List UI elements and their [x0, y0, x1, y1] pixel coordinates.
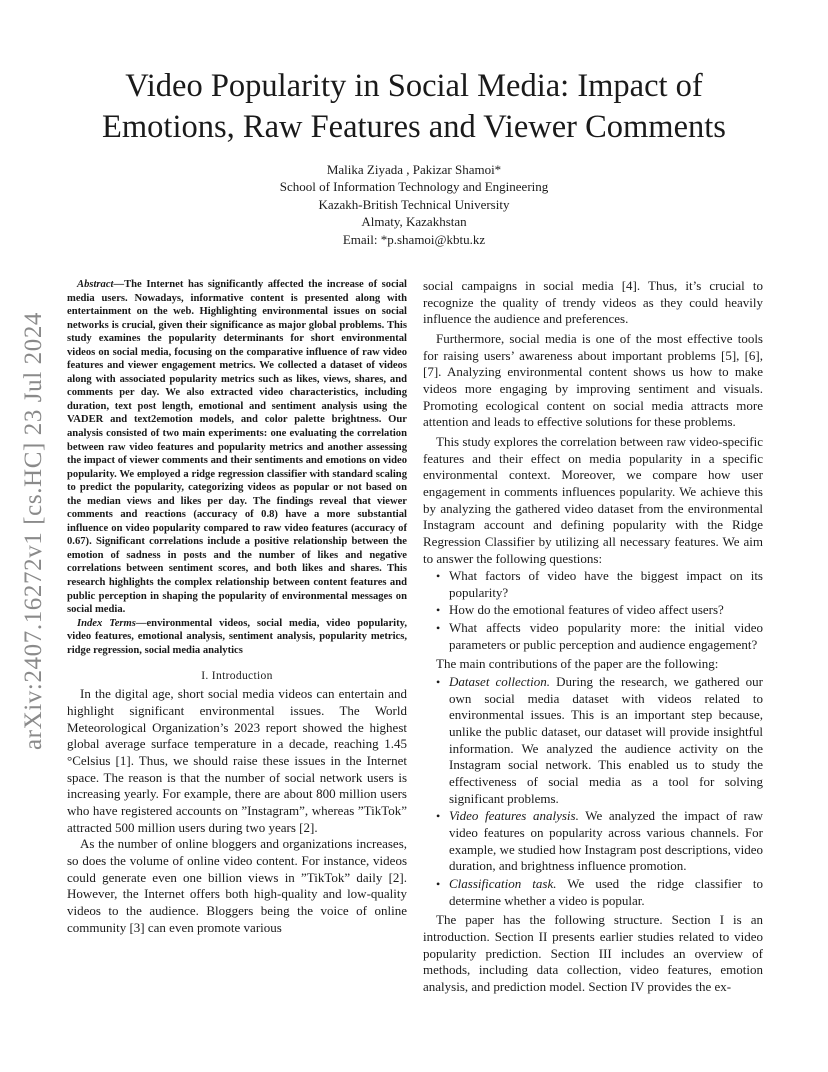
right-p1-text-b: . Thus, it’s crucial to recognize the quality of trendy videos as they could heavily influence the audience and preferences. [423, 278, 763, 327]
intro-paragraph-1 [67, 686, 407, 836]
research-questions-list [423, 568, 763, 653]
contribution-text: During the research, we gathered our own social media dataset with videos related to environmental issues. This is an important step because, unlike the public dataset, our dataset will provide insightful information. We analyzed the audience activity on the Instagram social network. This enabled us to study the effectiveness of social media as a tool for solving significant problems. [449, 674, 763, 806]
left-column [67, 278, 407, 936]
citation-link[interactable]: [4] [621, 278, 637, 293]
right-p2-text-a: Furthermore, social media is one of the most effective tools for raising users’ awareness about important problems [423, 330, 763, 363]
index-terms-lead: Index Terms [77, 617, 136, 629]
citation-separator: , [736, 347, 745, 363]
contributions-intro: The main contributions of the paper are the following: [436, 656, 719, 672]
abstract-text: —The Internet has significantly affected the increase of social media users. Nowadays, informative content is presented along with entertainment on the web. Highlighting environmental issues on social networks is crucial, given their significance as major global problems. This study examines the popularity determinants for short environmental videos on social media, focusing on the comparative influence of raw video features and viewer engagement metrics. We collected a dataset of videos along with associated popularity metrics such as likes, views, shares, and comments per day. We also extracted video characteristics, including duration, text post length, emotional and sentiment analysis using the VADER and text2emotion models, and color palette brightness. Our analysis consisted of two main experiments: one evaluating the correlation between raw video features and popularity metrics and another assessing the impact of viewer comments and their sentiments and emotions on video popularity. We employed a ridge regression classifier with standard scaling to predict the popularity, categorizing videos as popular or not based on the median views and likes per day. The findings reveal that viewer comments and reactions (accuracy of 0.8) have a more substantial influence on video popularity compared to raw video features (accuracy of 0.67). Significant correlations include a positive relationship between the emotion of sadness in posts and the number of likes and negative correlations between sentiment scores, and both likes and shares. This research highlights the complex relationship between content features and public perception in shaping the popularity of environmental messages on social media. [67, 279, 407, 616]
affiliation-city: Almaty, Kazakhstan [361, 214, 467, 230]
intro-p2-text-b: . However, the Internet offers both high-quality and low-quality videos to the audience. Bloggers being the voice of online community [67, 869, 407, 935]
right-p2-text-b: . Analyzing environmental content shows us how to make videos more engaging by improving sentiment and visuals. Promoting ecological content on social media attracts more attention and leads to effective solutions for these problems. [423, 364, 763, 430]
list-item [449, 808, 763, 875]
list-item: • What factors of video have the biggest impact on its popularity? [449, 568, 763, 601]
title-line-2: Emotions, Raw Features and Viewer Comments [102, 109, 726, 145]
title-line-1: Video Popularity in Social Media: Impact of [125, 68, 703, 104]
citation-separator: , [759, 347, 763, 363]
intro-p1-text-c: . [314, 819, 318, 835]
arxiv-id: arXiv:2407.16272v1 [cs.HC] 23 Jul 2024 [20, 311, 47, 751]
right-column [423, 278, 763, 996]
citation-link[interactable]: [2] [299, 819, 315, 835]
author-block [100, 161, 728, 248]
list-item [449, 674, 763, 807]
right-paragraph-3: This study explores the correlation between raw video-specific features and their effect on media popularity in a specific environmental context. Moreover, we compare how user engagement in comments influences popularity. We achieve this by analyzing the gathered video dataset from the environmental Instagram account and defining popularity with the Ridge Regression Classifier by utilizing all necessary features. We aim to answer the following questions: [423, 433, 763, 566]
citation-link[interactable]: [3] [129, 919, 145, 935]
affiliation-university: Kazakh-British Technical University [318, 196, 510, 212]
author-email: Email: *p.shamoi@kbtu.kz [342, 231, 486, 247]
structure-paragraph: The paper has the following structure. Section I is an introduction. Section II presents earlier studies related to video popularity prediction. Section III includes an overview of methods, including data collection, video features, emotion analysis, and prediction model. Section IV provides the ex- [423, 912, 763, 994]
right-paragraph-2 [423, 331, 763, 431]
contribution-title: Classification task. [449, 875, 557, 891]
citation-link[interactable]: [7] [423, 364, 439, 380]
contributions-list [423, 674, 763, 909]
right-paragraph-1 [423, 278, 763, 328]
intro-p2-text-a: As the number of online bloggers and organizations increases, so does the volume of online video content. For instance, videos could generate even one billion views in ”TikTok” daily [67, 836, 407, 885]
citation-link[interactable]: [5] [720, 347, 737, 363]
affiliation-school: School of Information Technology and Engineering [279, 179, 549, 195]
section-heading-introduction: I. Introduction [201, 669, 273, 683]
arxiv-sidebar-stamp [14, 296, 54, 766]
contribution-title: Video features analysis. [449, 808, 579, 824]
contribution-title: Dataset collection. [449, 674, 551, 690]
citation-link[interactable]: [2] [388, 869, 404, 885]
index-terms-text: —environmental videos, social media, video popularity, video features, emotional analysis, sentiment analysis, popularity metrics, ridge regression, social media analytics [67, 617, 407, 656]
abstract [67, 278, 407, 617]
citation-link[interactable]: [6] [744, 347, 760, 363]
intro-p1-text-a: In the digital age, short social media videos can entertain and highlight significant environmental issues. The World Meteorological Organization’s 2023 report showed the highest global average surface temperature in a decade, reaching 1.45 °Celsius [67, 686, 407, 768]
intro-paragraph-2 [67, 836, 407, 936]
intro-p2-text-c: can even promote various [144, 919, 282, 935]
paper-title [60, 66, 768, 148]
list-item: • How do the emotional features of video affect users? [449, 602, 763, 619]
index-terms [67, 617, 407, 658]
contribution-text: We analyzed the impact of raw video features on popularity across various channels. For example, we studied how Instagram post descriptions, video duration, and brightness influence promotion. [449, 808, 764, 874]
intro-p1-text-b: . Thus, we should raise these issues in the Internet space. The reason is that the number of social network users is increasing yearly. For example, there are about 800 million users who have registered accounts on ”Instagram”, whereas ”TikTok” attracted 500 million users during two years [67, 752, 408, 835]
abstract-lead: Abstract [77, 279, 114, 290]
contribution-text: We used the ridge classifier to determine whether a video is popular. [449, 875, 763, 908]
right-p1-text-a: social campaigns in social media [423, 278, 622, 293]
list-item: • What affects video popularity more: the initial video parameters or public perception and audience engagement? [449, 620, 763, 653]
citation-link[interactable]: [1] [115, 752, 131, 768]
author-names: Malika Ziyada , Pakizar Shamoi* [326, 162, 502, 177]
list-item [449, 876, 763, 909]
